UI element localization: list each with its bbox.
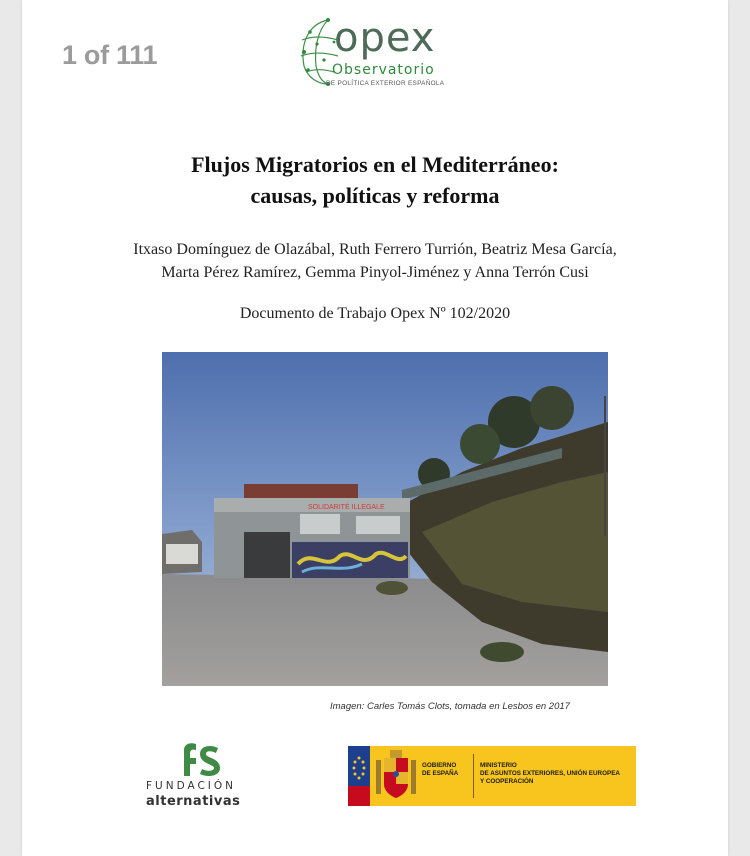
fundacion-label: FUNDACIÓN — [146, 780, 237, 792]
document-title-line-1: Flujos Migratorios en el Mediterráneo: — [191, 152, 559, 177]
shrub — [376, 581, 408, 595]
gobierno-line-2: DE ESPAÑA — [422, 770, 459, 777]
opex-wordmark: opex — [334, 15, 436, 61]
gobierno-text — [422, 762, 458, 778]
gobierno-line-1: GOBIERNO — [422, 762, 457, 769]
opex-logo — [298, 14, 458, 94]
opex-subtitle: Observatorio — [332, 62, 435, 78]
fundacion-alternativas-logo — [146, 740, 276, 810]
shrub — [480, 642, 524, 662]
ministerio-text — [480, 762, 620, 786]
spain-coat-of-arms-icon — [374, 750, 418, 802]
distant-building — [166, 544, 198, 564]
page-counter: 1 of 111 — [62, 40, 158, 70]
graffiti-text: SOLIDARITÉ ILLEGALE — [308, 504, 385, 511]
divider — [473, 754, 474, 798]
lamp-post — [604, 396, 606, 536]
tree — [530, 386, 574, 430]
building-roof — [244, 484, 358, 500]
window — [300, 514, 340, 534]
fundacion-mark-icon — [180, 740, 222, 778]
ministerio-line-3: Y COOPERACIÓN — [480, 778, 534, 785]
gobierno-espana-logo — [348, 746, 636, 806]
opex-tagline: DE POLÍTICA EXTERIOR ESPAÑOLA — [326, 80, 445, 87]
alternativas-label: alternativas — [146, 794, 241, 809]
document-title-line-2: causas, políticas y reforma — [250, 183, 500, 208]
photo-caption: Imagen: Carles Tomás Clots, tomada en Lesbos en 2017 — [330, 701, 570, 712]
authors-line-2: Marta Pérez Ramírez, Gemma Pinyol-Jiménez y Anna Terrón Cusi — [161, 264, 589, 281]
authors-line-1: Itxaso Domínguez de Olazábal, Ruth Ferrero Turrión, Beatriz Mesa García, — [133, 241, 617, 258]
ministerio-line-2: DE ASUNTOS EXTERIORES, UNIÓN EUROPEA — [480, 770, 620, 777]
door — [244, 532, 290, 578]
document-number: Documento de Trabajo Opex Nº 102/2020 — [239, 305, 511, 322]
eu-flag-icon — [348, 746, 370, 806]
cover-photo — [162, 352, 608, 686]
tree — [460, 424, 500, 464]
ministerio-line-1: MINISTERIO — [480, 762, 517, 769]
window — [356, 516, 400, 534]
